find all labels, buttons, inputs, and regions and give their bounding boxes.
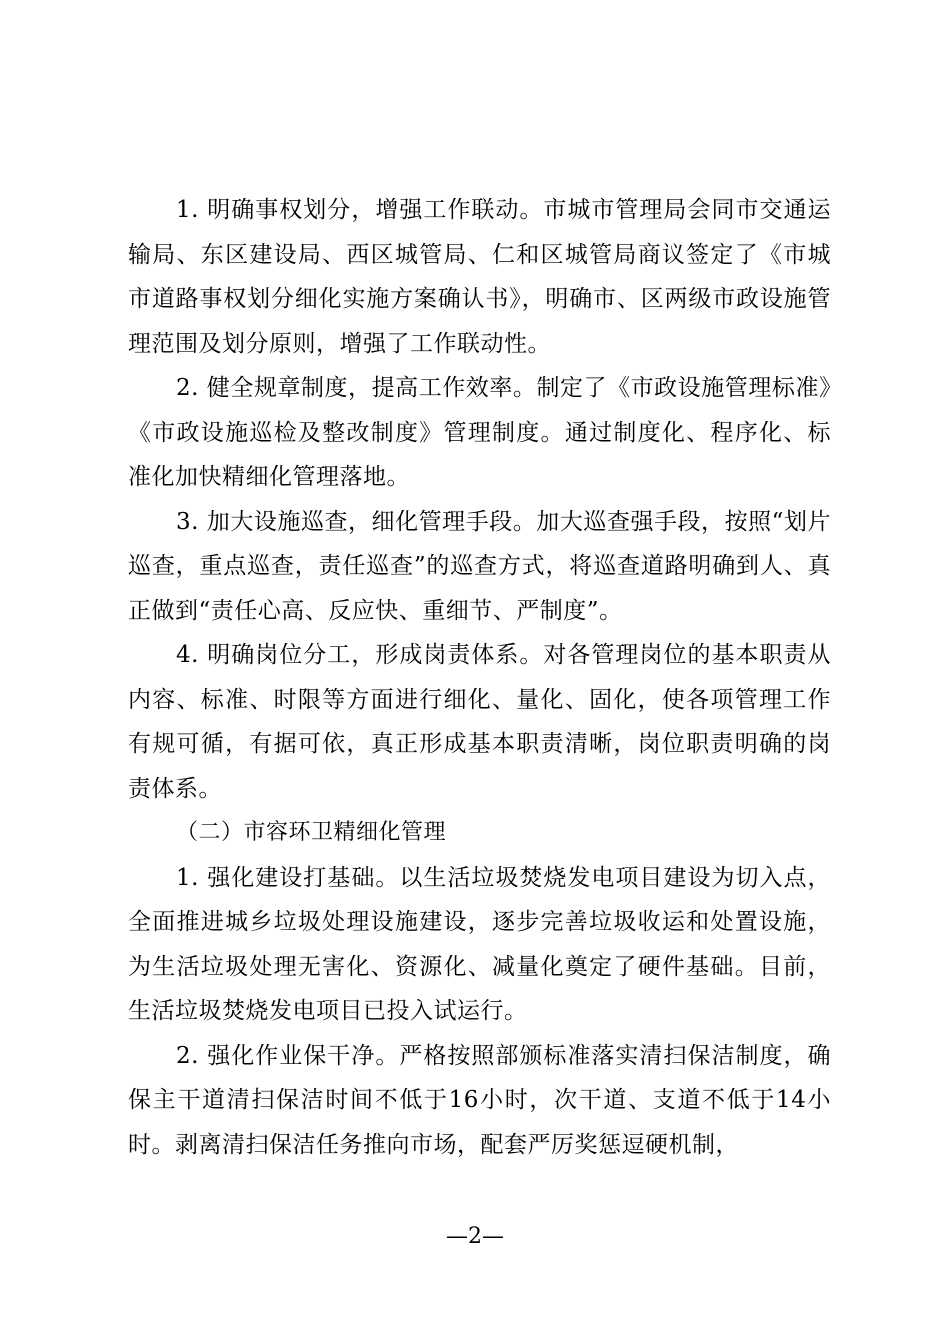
paragraph-3: 3. 加大设施巡查，细化管理手段。加大巡查强手段，按照“划片巡查，重点巡查，责任巡查”的巡查方式，将巡查道路明确到人、真正做到“责任心高、反应快、重细节、严制度”。: [128, 508, 831, 624]
document-body: [128, 188, 831, 1167]
paragraph-4: 4. 明确岗位分工，形成岗责体系。对各管理岗位的基本职责从内容、标准、时限等方面进行细化、量化、固化，使各项管理工作有规可循，有据可依，真正形成基本职责清晰，岗位职责明确的岗责体系。: [128, 642, 831, 802]
paragraph-6: 2. 强化作业保干净。严格按照部颁标准落实清扫保洁制度，确保主干道清扫保洁时间不低于16小时，次干道、支道不低于14小时。剥离清扫保洁任务推向市场，配套严厉奖惩逗硬机制，: [128, 1042, 831, 1158]
paragraph-2: 2. 健全规章制度，提高工作效率。制定了《市政设施管理标准》《市政设施巡检及整改制度》管理制度。通过制度化、程序化、标准化加快精细化管理落地。: [128, 375, 831, 490]
page-number: —2—: [446, 1224, 504, 1249]
paragraph-5: 1. 强化建设打基础。以生活垃圾焚烧发电项目建设为切入点，全面推进城乡垃圾处理设施建设，逐步完善垃圾收运和处置设施，为生活垃圾处理无害化、资源化、减量化奠定了硬件基础。目前，生活垃圾焚烧发电项目已投入试运行。: [128, 864, 831, 1024]
paragraph-1: 1. 明确事权划分，增强工作联动。市城市管理局会同市交通运输局、东区建设局、西区城管局、仁和区城管局商议签定了《市城市道路事权划分细化实施方案确认书》，明确市、区两级市政设施管理范围及划分原则，增强了工作联动性。: [128, 197, 831, 357]
section-heading: （二）市容环卫精细化管理: [176, 820, 447, 845]
